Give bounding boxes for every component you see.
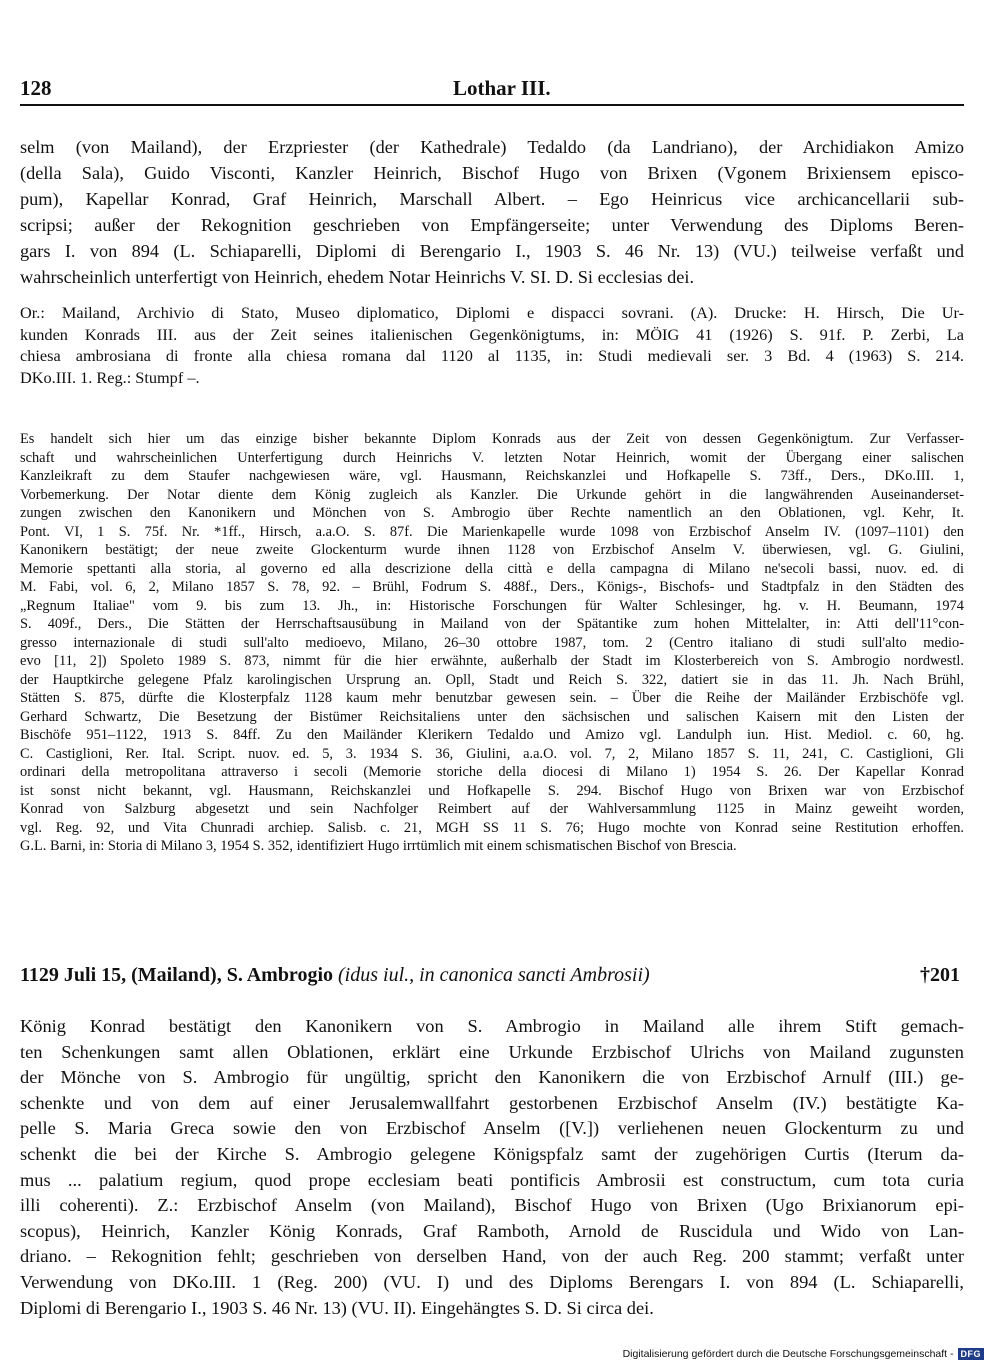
commentary-line: schaft und wahrscheinlichen Unterfertigung durch Heinrichs V. letzten Notar Heinrich, womit der Übergang einer salischen: [20, 449, 964, 466]
commentary-line: der Hauptkirche gelegene Pfalz karolingischen Ursprung an. Opll, Stadt und Reich S. 322, datiert sie in das 11. Jh. Nach Brühl,: [20, 671, 964, 688]
commentary-line: Memorie spettanti alla storia, al governo ed alla descrizione della città e della campagna di Milano ne'secoli bassi, nuov. ed. di: [20, 560, 964, 577]
main-text-line: selm (von Mailand), der Erzpriester (der Kathedrale) Tedaldo (da Landriano), der Archidiakon Amizo: [20, 137, 964, 157]
commentary-line: evo [11, 2]) Spoleto 1989 S. 873, nimmt für die hier erwähnte, außerhalb der Stadt im Klosterbereich von S. Ambrogio nordwestl.: [20, 653, 964, 670]
commentary-line: Kanonikern bestätigt; der neue zweite Glockenturm wurde ihnen 1128 von Erzbischof Anselm V. überwiesen, vgl. G. Giulini,: [20, 542, 964, 559]
commentary-line: C. Castiglioni, Rer. Ital. Script. nuov. ed. 5, 3. 1934 S. 36, Giulini, a.a.O. vol. 7, 2, Milano 1857 S. 11, 241, C. Castiglioni, Gli: [20, 745, 964, 762]
commentary-line: Pont. VI, 1 S. 75f. Nr. *1ff., Hirsch, a.a.O. S. 87f. Die Marienkapelle wurde 1098 von Erzbischof Anselm IV. (1097–1101) den: [20, 523, 964, 540]
regest-text-line: schenkte und von dem auf einer Jerusalemwallfahrt gestorbenen Erzbischof Anselm (IV.) bestätigte Ka-: [20, 1092, 964, 1113]
regest-text-line: driano. – Rekognition fehlt; geschrieben von derselben Hand, von der auch Reg. 200 stammt; verfaßt unter: [20, 1246, 964, 1267]
regest-number: †201: [920, 964, 960, 986]
sources-block: [20, 302, 964, 388]
regest-text-line: schenkt die bei der Kirche S. Ambrogio gelegene Königspfalz samt der zugehörigen Curtis (Iterum da-: [20, 1143, 964, 1164]
regest-text-line: illi coherenti). Z.: Erzbischof Anselm (von Mailand), Bischof Hugo von Brixen (Ugo Brixianorum epi-: [20, 1195, 964, 1216]
commentary-line: Konrad von Salzburg abgesetzt und sein Nachfolger Reimbert auf der Wahlversammlung 1125 in Mainz geweiht worden,: [20, 801, 964, 818]
regest-heading: [20, 964, 964, 996]
regest-date-place: 1129 Juli 15, (Mailand), S. Ambrogio: [20, 964, 334, 986]
regest-text-block: [20, 1014, 964, 1321]
commentary-line: gresso internazionale di studi sull'alto medioevo, Milano, 26–30 ottobre 1987, tom. 2 (Centro italiano di studi sull'alto medio-: [20, 634, 964, 651]
commentary-line: S. 409f., Ders., Die Stätten der Herrschaftsausübung in Mailand von der Spätantike zum hohen Mittelalter, in: Atti dell'11°con-: [20, 616, 964, 633]
dfg-logo: DFG: [958, 1348, 985, 1360]
main-text-line: (della Sala), Guido Visconti, Kanzler Heinrich, Bischof Hugo von Brixen (Vgonem Brixiensem episco-: [20, 163, 964, 184]
commentary-line: ordinari della metropolitana attraverso i secoli (Memorie storiche della diocesi di Milano 1) 1954 S. 26. Der Kapellar Konrad: [20, 764, 964, 781]
commentary-line: Kanzleikraft zu dem Staufer nachgewiesen wäre, vgl. Hausmann, Reichskanzlei und Hofkapelle S. 73ff., Ders., DKo.III. 1,: [20, 468, 964, 485]
commentary-block: [20, 430, 964, 856]
running-title: Lothar III.: [453, 76, 551, 100]
commentary-line: Bischöfe 951–1122, 1913 S. 84ff. Zu den Mailänder Klerikern Tedaldo und Amizo vgl. Landulph iun. Hist. Mediol. c. 60, hg.: [20, 727, 964, 744]
regest-text-line: König Konrad bestätigt den Kanonikern von S. Ambrogio in Mailand alle ihrem Stift gemach-: [20, 1016, 964, 1036]
regest-text-line: der Mönche von S. Ambrogio für ungültig, spricht den Kanonikern die von Erzbischof Arnulf (III.) ge-: [20, 1067, 964, 1088]
commentary-line: zungen zwischen den Kanonikern und Mönchen von S. Ambrogio über Rechte namentlich an den Oblationen, vgl. Kehr, It.: [20, 505, 964, 522]
commentary-line: M. Fabi, vol. 6, 2, Milano 1857 S. 78, 92. – Brühl, Fodrum S. 488f., Ders., Königs-, Bischofs- und Stadtpfalz in den Städten des: [20, 579, 964, 596]
header-rule: [20, 104, 964, 106]
footer-text: Digitalisierung gefördert durch die Deutsche Forschungsgemeinschaft -: [622, 1348, 954, 1360]
main-text-line: scripsi; außer der Rekognition geschrieben von Empfängerseite; unter Verwendung des Diploms Beren-: [20, 215, 964, 236]
sources-line: chiesa ambrosiana di fronte alla chiesa romana dal 1120 al 1135, in: Studi medievali ser. 3 Bd. 4 (1963) S. 214.: [20, 346, 964, 365]
regest-text-line: mus ... palatium regium, quod prope ecclesiam beati pontificis Ambrosii est constructum, cum tota curia: [20, 1169, 964, 1190]
regest-text-line: ten Schenkungen samt allen Oblationen, erklärt eine Urkunde Erzbischof Ulrichs von Mailand zugunsten: [20, 1041, 964, 1062]
main-text-line: gars I. von 894 (L. Schiaparelli, Diplomi di Berengario I., 1903 S. 46 Nr. 13) (VU.) teilweise verfaßt und: [20, 241, 964, 262]
commentary-line: Gerhard Schwartz, Die Besetzung der Bistümer Reichsitaliens unter den sächsischen und salischen Kaisern mit den Listen der: [20, 708, 964, 725]
main-text-line: pum), Kapellar Konrad, Graf Heinrich, Marschall Albert. – Ego Heinricus vice archicancellarii sub-: [20, 189, 964, 210]
regest-dating-clause: (idus iul., in canonica sancti Ambrosii): [338, 964, 650, 986]
commentary-line: Es handelt sich hier um das einzige bisher bekannte Diplom Konrads aus der Zeit von dessen Gegenkönigtum. Zur Verfasser-: [20, 431, 964, 447]
regest-text-line: pelle S. Maria Greca sowie den von Erzbischof Anselm ([V.]) verliehenen neuen Glockenturm zu und: [20, 1118, 964, 1139]
main-text-line: wahrscheinlich unterfertigt von Heinrich, ehedem Notar Heinrichs V. SI. D. Si ecclesias dei.: [20, 267, 695, 288]
regest-text-line: scopus), Heinrich, Kanzler König Konrads, Graf Ramboth, Arnold de Ruscidula und Wido von Lan-: [20, 1220, 964, 1241]
regest-text-line: Verwendung von DKo.III. 1 (Reg. 200) (VU. I) und des Diploms Berengars I. von 894 (L. Schiaparelli,: [20, 1271, 964, 1292]
regest-text-line: Diplomi di Berengario I., 1903 S. 46 Nr. 13) (VU. II). Eingehängtes S. D. Si circa dei.: [20, 1297, 654, 1318]
page-number: 128: [20, 76, 52, 100]
commentary-line: Stätten S. 875, dürfte die Klosterpfalz 1128 kaum mehr benutzbar gewesen sein. – Über die Reihe der Mailänder Erzbischöfe vgl.: [20, 690, 964, 707]
commentary-line: ist sonst nicht bekannt, vgl. Hausmann, Reichskanzlei und Hofkapelle S. 294. Bischof Hugo von Brixen war von Erzbischof: [20, 782, 964, 799]
sources-line: Or.: Mailand, Archivio di Stato, Museo diplomatico, Diplomi e dispacci sovrani. (A). Drucke: H. Hirsch, Die Ur-: [20, 303, 964, 322]
commentary-line: vgl. Reg. 92, und Vita Chunradi archiep. Salisb. c. 21, MGH SS 11 S. 76; Hugo mochte von Konrad seine Restitution erhoffen.: [20, 819, 964, 836]
sources-line: DKo.III. 1. Reg.: Stumpf –.: [20, 367, 200, 387]
commentary-line: „Regnum Italiae" vom 9. bis zum 13. Jh., in: Historische Forschungen für Walter Schlesinger, hg. v. H. Beumann, 1974: [20, 597, 964, 614]
sources-line: kunden Konrads III. aus der Zeit seines italienischen Gegenkönigtums, in: MÖIG 41 (1926) S. 91f. P. Zerbi, La: [20, 324, 964, 344]
commentary-line: Vorbemerkung. Der Notar diente dem König zugleich als Kanzler. Die Urkunde gehört in die langwährenden Auseinanderset-: [20, 486, 964, 503]
digitization-footer: [623, 1346, 984, 1362]
main-text-block: [20, 134, 964, 291]
commentary-line: G.L. Barni, in: Storia di Milano 3, 1954 S. 352, identifiziert Hugo irrtümlich mit einem schismatischen Bischof von Brescia.: [20, 838, 737, 855]
